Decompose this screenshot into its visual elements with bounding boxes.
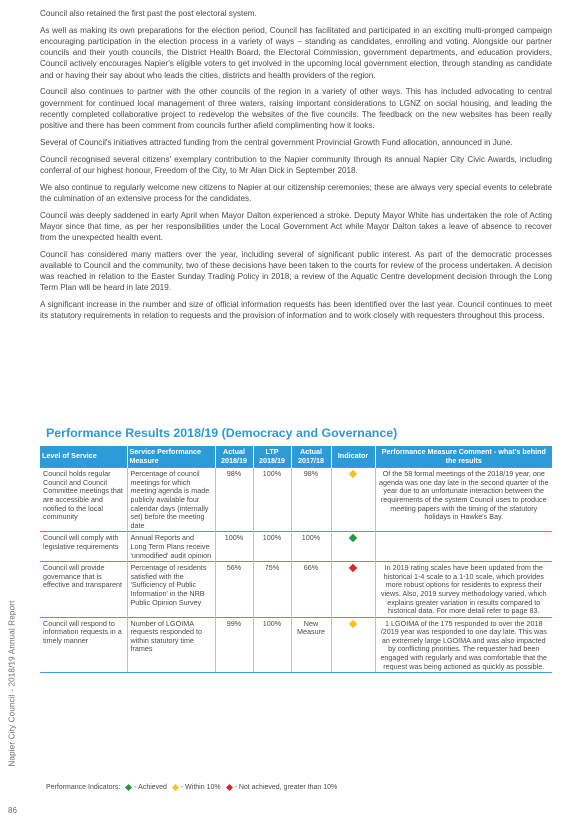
cell-comment [375,532,552,562]
cell-prior: 98% [291,468,331,532]
cell-measure: Percentage of council meetings for which meeting agenda is made publicly available four calendar days (internally set) before the meeting date [127,468,215,532]
paragraph: Council was deeply saddened in early April when Mayor Dalton experienced a stroke. Deputy Mayor White has undertaken the role of Acting Mayor since that time, as per her responsibilities under the Local Government Act while Mayor Dalton takes a leave of absence to recover from the unexpected health event. [40,210,552,243]
section-title: Performance Results 2018/19 (Democracy and Governance) [46,426,398,440]
legend-achieved: - Achieved [134,784,167,791]
page-number: 86 [8,806,17,815]
cell-prior: 66% [291,562,331,618]
header-indicator: Indicator [331,446,375,468]
cell-prior: 100% [291,532,331,562]
header-measure: Service Performance Measure [127,446,215,468]
cell-ltp: 100% [253,532,291,562]
diamond-icon [349,564,357,572]
paragraph: Council also retained the first past the post electoral system. [40,9,257,18]
cell-measure: Percentage of residents satisfied with the 'Sufficiency of Public Information' in the NRB Public Opinion Survey [127,562,215,618]
cell-ltp: 100% [253,468,291,532]
cell-ltp: 75% [253,562,291,618]
diamond-icon [226,784,233,791]
diamond-icon [349,619,357,627]
cell-comment: 1 LGOIMA of the 175 responded to over the 2018 /2019 year was responded to one day late. This was an extremely large LGOIMA and was also impacted by conflicting priorities. The requester had been engaged with regularly and was comfortable that the request was being actioned as quickly as possible. [375,617,552,673]
paragraph: A significant increase in the number and size of official information requests has been identified over the last year. Council continues to meet its statutory requirements in relation to requests and the provision of information and to work closely with requesters throughout this process. [40,300,552,321]
paragraph: Council also continues to partner with the other councils of the region in a variety of other ways. This has included advocating to central government for continued local management of three waters, raising important considerations to LGNZ on social housing, and leading the recently completed collaborative project to redevelop the websites of the five councils. The feedback on the new websites has been really positive and there has been comment from councils further afield complimenting how it looks. [40,87,552,131]
cell-level: Council holds regular Council and Council Committee meetings that are accessible and notified to the local community [40,468,127,532]
side-report-label-text: Napier City Council - 2018/19 Annual Report [7,600,17,767]
performance-legend [46,784,337,791]
cell-actual: 100% [215,532,253,562]
diamond-icon [349,470,357,478]
cell-comment: In 2019 rating scales have been updated from the historical 1-4 scale to a 1-10 scale, which provides more robust options for residents to express their views. Also, 2019 survey methodology varied, which explains greater variation in results compared to historical data. For more detail refer to page 83. [375,562,552,618]
paragraph: Council has considered many matters over the year, including several of significant public interest. As part of the democratic processes available to Council and the community, two of these decisions have been taken to the courts for review of the process undertaken. A decision was reached in relation to the Easter Sunday Trading Policy in 2018; a review of the Aquatic Centre development decision through the Long Term Plan will be heard in late 2019. [40,249,552,293]
paragraph: We also continue to regularly welcome new citizens to Napier at our citizenship ceremonies; these are always very special events to celebrate the culmination of an extensive process for the candidates. [40,182,552,203]
header-ltp: LTP 2018/19 [253,446,291,468]
paragraph: Council recognised several citizens' exemplary contribution to the Napier community through its annual Napier City Civic Awards, including conferral of our highest honour, Freedom of the City, to Mr Alan Dick in September 2018. [40,154,552,175]
header-actual: Actual 2018/19 [215,446,253,468]
legend-within: - Within 10% [180,784,221,791]
legend-prefix: Performance Indicators: [46,784,121,791]
table-row [40,617,552,673]
cell-level: Council will comply with legislative requirements [40,532,127,562]
legend-not-achieved: - Not achieved, greater than 10% [234,784,338,791]
cell-comment: Of the 58 formal meetings of the 2018/19 year, one agenda was one day late in the second quarter of the year due to an unfortunate interaction between the requirements of the system Council uses to produce meeting papers with the timing of the statutory holidays in Hawke's Bay. [375,468,552,532]
table-row [40,562,552,618]
header-level-of-service: Level of Service [40,446,127,468]
table-row [40,532,552,562]
cell-measure: Number of LGOIMA requests responded to within statutory time frames [127,617,215,673]
cell-indicator [331,532,375,562]
table-row [40,468,552,532]
paragraph: Several of Council's initiatives attracted funding from the central government Provincial Growth Fund allocation, announced in June. [40,137,513,147]
cell-indicator [331,562,375,618]
cell-indicator [331,468,375,532]
side-report-label [4,590,18,770]
table-header-row [40,446,552,468]
cell-indicator [331,617,375,673]
cell-ltp: 100% [253,617,291,673]
cell-prior: New Measure [291,617,331,673]
cell-measure: Annual Reports and Long Term Plans receive 'unmodified' audit opinion [127,532,215,562]
cell-actual: 56% [215,562,253,618]
body-text [40,8,552,327]
diamond-icon [125,784,132,791]
diamond-icon [172,784,179,791]
header-comment: Performance Measure Comment - what's behind the results [375,446,552,468]
cell-level: Council will provide governance that is effective and transparent [40,562,127,618]
diamond-icon [349,534,357,542]
paragraph: As well as making its own preparations for the election period, Council has facilitated and participated in an exciting multi-pronged campaign encouraging participation in the election process in a variety of ways – standing as candidates, enrolling and voting. Alongside our partner councils and their youth councils, the District Health Board, the Electoral Commission, government departments, and education providers, Council actively encourages Napier's eligible voters to get involved in the upcoming local government election, through standing as candidate and or having their say about who leads the cities, districts and health providers of the region. [40,25,552,80]
cell-level: Council will respond to information requests in a timely manner [40,617,127,673]
cell-actual: 98% [215,468,253,532]
performance-table [40,446,552,673]
cell-actual: 99% [215,617,253,673]
header-actual-prior: Actual 2017/18 [291,446,331,468]
